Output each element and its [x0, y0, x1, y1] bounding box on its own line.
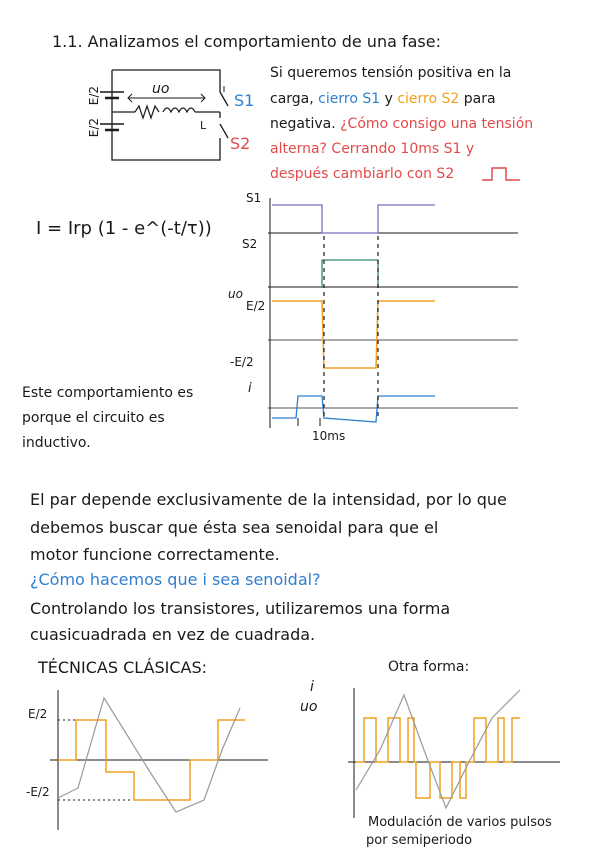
- positive-e2-label: E/2: [246, 299, 266, 313]
- time-label: 10ms: [312, 429, 346, 443]
- paragraph-line-1: El par depende exclusivamente de la intensidad, por lo que: [30, 490, 507, 509]
- classic-title: TÉCNICAS CLÁSICAS:: [38, 658, 208, 677]
- answer-line-1: Controlando los transistores, utilizaremos una forma: [30, 599, 451, 618]
- behavior-line-2: porque el circuito es: [22, 410, 165, 426]
- battery-label-top: E/2: [87, 86, 101, 106]
- behavior-line-1: Este comportamiento es: [22, 385, 194, 401]
- note-text: y: [384, 91, 393, 107]
- classic-negative-label: -E/2: [26, 785, 50, 799]
- negative-e2-label: -E/2: [230, 355, 254, 369]
- paragraph-line-2: debemos buscar que ésta sea senoidal para que el: [30, 518, 439, 537]
- classic-positive-label: E/2: [28, 707, 48, 721]
- inductor-label: L: [200, 119, 207, 132]
- question-text: ¿Cómo hacemos que i sea senoidal?: [30, 570, 321, 589]
- note-s2-text: cierro S2: [397, 91, 460, 107]
- current-axis-label: i: [248, 381, 252, 396]
- other-title: Otra forma:: [388, 659, 470, 675]
- battery-label-bottom: E/2: [87, 118, 101, 138]
- switch-s2-label: S2: [230, 134, 251, 153]
- note-text: carga,: [270, 91, 314, 107]
- s1-axis-label: S1: [246, 191, 262, 205]
- note-question: ¿Cómo consigo una tensión: [340, 116, 534, 132]
- note-text: negativa.: [270, 116, 336, 132]
- legend-i: i: [310, 679, 314, 695]
- pwm-caption-2: por semiperiodo: [366, 833, 473, 848]
- note-line-4: alterna? Cerrando 10ms S1 y: [270, 141, 475, 157]
- note-text: para: [463, 91, 496, 107]
- s2-axis-label: S2: [242, 237, 258, 251]
- note-s1-text: cierro S1: [318, 91, 381, 107]
- pwm-caption-1: Modulación de varios pulsos: [368, 815, 552, 830]
- paragraph-line-3: motor funcione correctamente.: [30, 545, 280, 564]
- legend-uo: uo: [300, 699, 318, 715]
- uo-label: uo: [152, 81, 170, 97]
- current-formula: I = Irp (1 - e^(-t/τ)): [36, 218, 212, 239]
- note-line-5: después cambiarlo con S2: [270, 166, 455, 182]
- section-heading: 1.1. Analizamos el comportamiento de una fase:: [52, 32, 441, 51]
- behavior-line-3: inductivo.: [22, 435, 91, 451]
- uo-axis-label: uo: [228, 287, 243, 301]
- switch-s1-label: S1: [234, 91, 255, 110]
- answer-line-2: cuasicuadrada en vez de cuadrada.: [30, 625, 316, 644]
- note-line-1: Si queremos tensión positiva en la: [270, 65, 512, 81]
